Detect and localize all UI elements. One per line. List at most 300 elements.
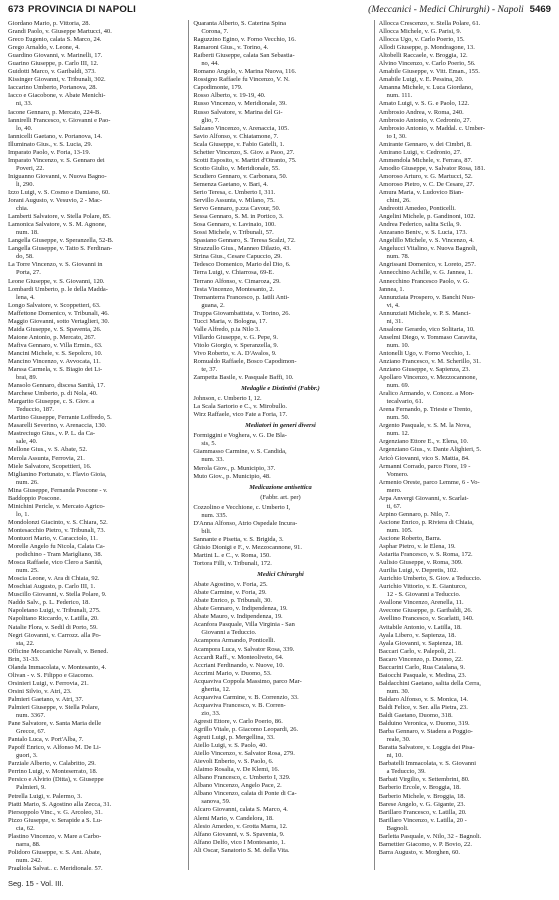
directory-entry-line: Ali Oscar, Sanatorio S. M. della Vita. <box>193 846 290 854</box>
directory-entry-line: gherita, 12. <box>201 685 231 693</box>
directory-entry-line: Agruti Luigi, p. Mergellina, 33. <box>193 734 275 742</box>
directory-entry-line: Ambrosio Antonio, v. Cedronio, 27. <box>378 116 472 124</box>
directory-entry-line: Napolitano Riccardo, v. Latilla, 20. <box>8 615 99 623</box>
directory-entry-line: Tedesco Domenico, Mario del Dio, 6. <box>193 261 291 269</box>
directory-entry-line: Apollaro Vincenzo, v. Mezzocannone, <box>378 374 478 382</box>
directory-entry-line: Avellino Francesco, v. Scarlatti, 140. <box>378 615 474 623</box>
directory-entry-line: Vitolo Giorgio, v. Speranzella, 9. <box>193 341 279 349</box>
directory-entry-line: guana, 2. <box>201 301 225 309</box>
directory-entry-line: Amoroso Pietro, v. C. De Cesare, 27. <box>378 180 475 188</box>
directory-entry-line: Terra Luigi, v. Chiarrosa, 69-E. <box>193 269 274 277</box>
directory-entry-line: num. 242. <box>16 856 42 864</box>
directory-entry-line: Aurichio Umberto, S. Giov. a Teduccio. <box>378 575 482 583</box>
directory-entry-line: Accriani Ferdinando, v. Nuove, 10. <box>193 661 285 669</box>
directory-entry-line: num. 105. <box>386 526 413 534</box>
directory-entry-line: Greco Eugenio, calata S. Marco, 24. <box>8 36 102 44</box>
directory-entry-line: Mansolo Gennaro, discesa Sanità, 17. <box>8 382 106 390</box>
section-heading: Medaglie e Distintivi (Fabbr.) <box>241 385 320 393</box>
directory-entry-line: Martino Giuseppe, Ferrante Loffredo, 5. <box>8 414 112 422</box>
directory-entry-line: ti, 67. <box>386 502 402 510</box>
directory-entry-line: Mancino Vincenzo, v. Avvocata, 11. <box>8 357 101 365</box>
directory-entry-line: Amato Luigi, v. S. G. e Paolo, 122. <box>378 100 470 108</box>
directory-entry-line: Acquaviva Carmine, v. B. Correnzio, 33. <box>193 693 299 701</box>
directory-entry-line: Maggio Giovanni, sotto Vertaglieri, 30. <box>8 317 110 325</box>
directory-entry-line: Alfano Delfo, vico I Montesanto, 1. <box>193 838 286 846</box>
directory-entry-line: Schetter Vincenzo, S. Giov. a Paoo, 27. <box>193 148 295 156</box>
directory-entry-line: Piersoppolo Vinc., v. G. Arcoleo, 31. <box>8 808 103 816</box>
directory-entry-line: Barbati Virgilio, v. Settembrini, 80. <box>378 776 470 784</box>
directory-entry-line: Anselmi Diego, v. Tommaso Caravita, <box>378 333 478 341</box>
directory-entry-line: Avallone Vincenzo, Arenella, 11. <box>378 599 464 607</box>
directory-entry-line: Amura Maria, v. Ludovico Bian- <box>378 188 464 196</box>
directory-entry-line: Naddo Salv., p. L. Federico, 18. <box>8 599 91 607</box>
directory-entry-line: Accrimi Mario, v. Duomo, 53. <box>193 669 272 677</box>
directory-entry-line: Amirante Gennaro, v. dei Cimbri, 8. <box>378 140 472 148</box>
directory-entry-line: Montuori Mario, v. Caracciolo, 11. <box>8 535 98 542</box>
directory-entry-line: Truppa Giovambattista, v. Torino, 26. <box>193 309 291 317</box>
directory-entry-line: Tucci Maria, v. Bologna, 17. <box>193 317 268 325</box>
directory-entry-line: glio, 7. <box>201 116 220 124</box>
directory-entry-line: Bagnoli. <box>386 824 409 832</box>
directory-entry-line: Acampora Luca, v. Salvator Rosa, 339. <box>193 645 295 653</box>
directory-entry-line: Russo Salvatore, v. Marina del Gi- <box>193 108 283 116</box>
directory-entry-line: Mosca Raffaele, vico Clero a Sanità, <box>8 559 103 567</box>
directory-entry-line: Allocca Crescenzo, v. Stella Polare, 61. <box>378 20 481 27</box>
page-title: PROVINCIA DI NAPOLI <box>28 4 136 15</box>
directory-entry-line: Sannante e Pisetta, v. S. Brigida, 3. <box>193 535 284 543</box>
directory-entry-line: a Teduccio, 39. <box>386 768 426 776</box>
directory-entry-line: Sosa Gennaro, v. Lavinaio, 100. <box>193 221 276 229</box>
directory-entry-line: Baldacchini Gaetano, salita della Cerra, <box>378 679 481 687</box>
directory-entry-line: Rosso Alberto, v. 19-19, 40. <box>193 92 266 100</box>
directory-entry-line: Balduino Veronica, v. Duomo, 319. <box>378 720 470 728</box>
directory-entry-line: Acquaviva Francesco, v. B. Corren- <box>193 701 286 709</box>
directory-entry-line: Alvino Vincenzo, v. Carlo Poerio, 56. <box>378 60 476 68</box>
directory-entry-line: Olivan - v. S. Filippo e Giacomo. <box>8 671 94 679</box>
directory-entry-line: Strazzullo Gius., Manneo Dilazio, 43. <box>193 245 291 253</box>
directory-entry-line: num. 10. <box>386 341 410 349</box>
directory-entry-line: Perrino Luigi, v. Monteserrato, 18. <box>8 768 98 776</box>
directory-entry-line: Ramaroni Gius., v. Torino, 4. <box>193 44 269 52</box>
directory-entry-line: Natalie Flora, v. Sedil di Porto, 59. <box>8 623 98 631</box>
directory-entry-line: D'Anna Alfonso, Atrio Ospedale Incura- <box>193 519 298 527</box>
directory-entry-line: Muscillo Giovanni, v. Stella Polare, 9. <box>8 591 107 599</box>
directory-entry-line: num. 335. <box>201 511 228 519</box>
directory-entry-line: Mastreciugo Gius., v. P. L. da Ca- <box>8 430 96 438</box>
directory-entry-line: Merola Giov., p. Municipio, 37. <box>193 464 276 472</box>
directory-entry-line: Moschiai Augusto, p. Carlo III, 1. <box>8 583 96 591</box>
directory-entry-line: Maida Giuseppe, v. S. Spaventa, 26. <box>8 325 102 333</box>
directory-entry-line: Formiggini e Voghera, v. G. De Bla- <box>193 432 287 440</box>
directory-entry-line: Jannea, 1. <box>378 285 405 293</box>
directory-entry-line: Barberio Michele, v. Broggia, 18. <box>378 792 466 800</box>
directory-entry-line: Alcaro Giovanni, calata S. Marco, 4. <box>193 806 288 814</box>
directory-entry-line: Mellone Gius., v. S. Abate, 52. <box>8 446 88 454</box>
directory-entry-line: Accardi Raff., v. Monteoliveto, 64. <box>193 653 284 661</box>
directory-entry-line: to I, 30. <box>386 132 407 140</box>
directory-entry-line: Amodio Giuseppe, v. Salvator Rosa, 181. <box>378 164 486 172</box>
directory-entry-line: Alaimo Rosalia, v. De Klemi, 16. <box>193 766 280 774</box>
directory-entry-line: Barillaro Vincenzo, v. Latilla, 20 - <box>378 816 467 824</box>
directory-entry-line: Rossigno Raffaele fu Vincenzo, V. N. <box>193 76 290 84</box>
directory-entry-line: Izzo Luigi, v. S. Cosmo e Damiano, 60. <box>8 188 110 196</box>
directory-entry-line: Abate Mauro, v. Indipendenza, 19. <box>193 613 283 621</box>
directory-entry-line: Guardino Giovanni, v. Marinelli, 17. <box>8 52 103 60</box>
directory-entry-line: Servillo Assunta, v. Milano, 75. <box>193 197 275 205</box>
directory-entry-line: num. 3367. <box>16 712 46 720</box>
section-subheading: (Fabbr. art. per) <box>260 493 301 501</box>
directory-entry-line: Imparato Vincenzo, v. S. Gennaro dei <box>8 156 105 164</box>
directory-entry-line: sale, 40. <box>16 438 38 446</box>
directory-entry-line: guori, 3. <box>16 752 38 760</box>
directory-entry-line: Angelillo Michele, v. S. Vincenzo, 4. <box>378 237 474 245</box>
directory-entry-line: Aricò Giovanni, vico S. Mattia, 84. <box>378 454 470 462</box>
directory-entry-line: Pane Salvatore, v. Santa Maria delle <box>8 720 102 728</box>
section-heading: Mediatori in generi diversi <box>245 422 316 430</box>
directory-entry-line: Baccari Carlo, v. Palepoli, 21. <box>378 647 456 655</box>
directory-entry-line: Baldi Felice, v. Ser. alla Pietra, 23. <box>378 703 468 711</box>
directory-entry-line: Albano Vincenzo, calata di Ponte di Ca- <box>193 790 297 798</box>
directory-entry-line: Pizzo Giuseppe, v. Serapide a S. Lu- <box>8 816 103 824</box>
directory-entry-line: Mafiva Gennaro, v. Villa Ermin., 63. <box>8 341 103 349</box>
directory-entry-line: Martini L. e C., v. Roma, 150. <box>193 552 271 559</box>
directory-entry-line: no, 44. <box>201 60 220 68</box>
directory-entry-line: do, 58. <box>16 253 34 261</box>
directory-entry-line: ni, 31. <box>386 317 403 325</box>
directory-entry-line: Vomero. <box>386 470 409 478</box>
directory-entry-line: num. 12. <box>386 430 410 438</box>
directory-entry-line: Scala Giuseppe, v. Fabio Gatelli, 1. <box>193 140 285 148</box>
directory-entry-line: Scudiero Gennaro, v. Carbonara, 50. <box>193 172 288 180</box>
directory-entry-line: Armanni Corrado, parco Fiore, 19 - <box>378 462 471 470</box>
directory-entry-line: Mina Giuseppe, Fernanda Poscone - v. <box>8 486 108 494</box>
directory-entry-line: Romano Angelo, v. Marina Nuova, 116. <box>193 68 297 76</box>
directory-entry-line: Giovanni a Teduccio. <box>201 629 257 637</box>
directory-entry-line: Aurilia Luigi, v. Depretis, 102. <box>378 567 458 575</box>
directory-entry-line: Morelle Angelo fu Nicola, Calata Ca- <box>8 543 105 551</box>
directory-entry-line: Annecchino Achille, v. G. Jannea, 1. <box>378 269 473 277</box>
directory-entry-line: Amabile Giuseppe, v. Vitt. Eman., 155. <box>378 68 480 76</box>
directory-entry-line: Moscia Leone, v. Ara di Chiaia, 92. <box>8 575 100 583</box>
directory-entry-line: Amirano Luigi, v. Cedronio, 27. <box>378 148 462 156</box>
directory-entry-line: Orsinieri Luigi, v. Ferrovia, 21. <box>8 679 89 687</box>
directory-entry-line: Iniguanno Giovanni, v. Nuova Bagno- <box>8 172 107 180</box>
directory-entry-line: sta, 22. <box>16 639 35 647</box>
directory-entry-line: bili. <box>201 527 212 535</box>
directory-entry-line: Semenza Gaetano, v. Bari, 4. <box>193 180 268 188</box>
directory-entry-line: Abate Agostino, v. Foria, 25. <box>193 581 268 589</box>
directory-entry-line: Muto Giov., p. Municipio, 48. <box>193 472 271 480</box>
directory-entry-line: Ascione Roberto, Barra. <box>378 535 442 542</box>
directory-entry-line: Arpa Anvergi Giovanni, v. Scarlat- <box>378 494 469 502</box>
directory-entry-line: Iannicelli Gaetano, v. Portanova, 14. <box>8 132 102 140</box>
directory-entry-line: Lamonica Salvatore, v. S. M. Agnone, <box>8 221 107 229</box>
directory-entry-line: Baccarini Carlo, Rua Catalana, 9. <box>378 663 465 671</box>
directory-entry-line: sanova, 59. <box>201 798 231 806</box>
directory-entry-line: Illuminato Gius., v. S. Lucia, 29. <box>8 140 93 148</box>
directory-entry-line: Ayala Giovanni, v. Sapienza, 18. <box>378 639 463 647</box>
directory-entry-line: Albano Francesco, c. Umberto I, 329. <box>193 774 291 782</box>
directory-entry-line: Iacco e Giacobone, v. Abate Menichi- <box>8 92 106 100</box>
directory-entry-line: num. 25. <box>16 567 39 575</box>
directory-entry-line: brai, 89. <box>16 374 38 382</box>
directory-entry-line: Marssa Carmela, v. S. Biagio dei Li- <box>8 366 103 374</box>
directory-entry-line: Lombardi Umberto, p. le della Madda- <box>8 285 108 293</box>
directory-entry-line: Allodi Giuseppe, p. Mondragone, 13. <box>378 44 475 52</box>
directory-entry-line: Grecce, 67. <box>16 728 46 736</box>
directory-entry-line: Amoroso Arturo, v. G. Martucci, 52. <box>378 172 473 180</box>
directory-entry-line: Argenziano Gius., v. Dante Alighieri, 5. <box>378 446 482 454</box>
directory-entry-line: Baratta Salvatore, v. Loggia dei Pisa- <box>378 744 475 752</box>
directory-entry-line: Palmieri, 9. <box>16 784 46 792</box>
directory-entry-line: Giammasso Carmine, v. S. Candida, <box>193 448 287 456</box>
directory-entry-line: Vivo Roberto, v. A. D'Avalos, 9. <box>193 349 277 357</box>
directory-entry-line: Giordano Mario, p. Vittoria, 28. <box>8 20 91 27</box>
directory-entry-line: ni, 10. <box>386 752 403 760</box>
directory-entry-line: Mancini Michele, v. S. Sepolcro, 10. <box>8 349 103 357</box>
directory-entry-line: Aievoli Enberto, v. S. Paolo, 6. <box>193 758 274 766</box>
page-number: 673 <box>8 4 25 15</box>
directory-entry-line: Iannirelli Francesco, v. Giovanni e Pao- <box>8 116 111 124</box>
directory-entry-line: Aulisio Giuseppe, v. Roma, 309. <box>378 559 463 567</box>
directory-entry-line: num. 18. <box>16 229 39 237</box>
directory-entry-line: Raguzzino Egino, v. Forno Vecchio, 16. <box>193 36 296 44</box>
directory-entry-line: num. 111. <box>386 92 413 100</box>
directory-entry-line: Ayala Libero, v. Sapienza, 18. <box>378 631 456 639</box>
directory-entry-line: Montesacchio Pietro, v. Tribunali, 73. <box>8 526 106 534</box>
directory-entry-line: Albano Vincenzo, Angelo Pace, 2. <box>193 782 282 790</box>
directory-entry-line: Serio Teresa, c. Umberto I, 311. <box>193 188 276 196</box>
directory-entry-line: 12 - S. Giovanni a Teduccio. <box>386 591 461 599</box>
directory-entry-line: te, 37. <box>201 366 218 374</box>
directory-entry-line: Orsini Silvio, v. Atri, 23. <box>8 687 72 695</box>
directory-entry-line: Raiberti Giuseppe, calata San Sebastia- <box>193 52 295 60</box>
directory-entry-line: Argento Pasquale, v. S. M. la Nova, <box>378 422 471 430</box>
directory-entry-line: Avitabile Antonio, v. Latilla, 18. <box>378 623 462 631</box>
directory-entry-line: Argenziano Ettore E., v. Elena, 10. <box>378 438 469 446</box>
directory-entry-line: Miele Salvatore, Scopettieri, 16. <box>8 462 92 470</box>
directory-entry-line: Margarito Giuseppe, c. S. Giov. a <box>8 398 95 406</box>
section-heading: Medici Chirurghi <box>257 571 304 579</box>
directory-entry-line: Arpino Gennaro, p. Nilo, 7. <box>378 510 450 518</box>
directory-entry-line: Iacone Gennaro, p. Mercato, 224-B. <box>8 108 101 116</box>
directory-entry-line: La Torre Vincenzo, v. S. Giovanni in <box>8 261 103 269</box>
directory-entry-line: Scotto Giulio, v. Meridionale, 55. <box>193 164 280 172</box>
directory-entry-line: La Scala Sartorio e C., v. Mirobullo. <box>193 403 287 411</box>
directory-entry-line: cia, 62. <box>16 824 35 832</box>
directory-entry-line: Amanna Michele, v. Luca Giordano, <box>378 84 473 92</box>
directory-entry-line: Barese Angelo, v. G. Gigante, 23. <box>378 800 466 808</box>
directory-entry-line: Poveri, 22. <box>16 164 45 172</box>
directory-entry-line: Andreotti Amedeo, Ponticelli. <box>378 205 456 213</box>
directory-entry-line: Parziale Alberto, v. Calabritto, 29. <box>8 760 96 768</box>
directory-entry-line: Barbatelli Immacolata, v. S. Giovanni <box>378 760 477 768</box>
directory-entry-line: Astarita Francesco, v. S. Roma, 172. <box>378 551 473 559</box>
directory-entry-line: Guarino Giuseppe, p. Carlo III, 12. <box>8 60 99 68</box>
directory-entry-line: Baiocchi Pasquale, v. Medina, 23. <box>378 671 467 679</box>
directory-entry-line: Baldi Gaetano, Duomo, 318. <box>378 712 453 720</box>
directory-entry-line: Grego Arnaldo, v. Leone, 4. <box>8 44 80 52</box>
directory-entry-line: Brin, 31-33. <box>8 655 40 663</box>
directory-entry-line: Cozzolino e Vecchione, c. Umberto I, <box>193 503 291 511</box>
directory-entry-line: Annecchino Francesco Paolo, v. G. <box>378 277 470 285</box>
directory-entry-line: Iaccarino Umberto, Portanova, 28. <box>8 84 98 92</box>
directory-entry-line: Corona, 7. <box>201 28 229 36</box>
directory-entry-line: Sossi Michele, v. Tribunali, 57. <box>193 229 274 237</box>
directory-entry-line: Wirz Raffaele, vico Fate a Foria, 17. <box>193 411 288 419</box>
directory-entry-line: mero. <box>386 486 402 494</box>
directory-entry-line: Masarelli Severino, v. Arenaccia, 130. <box>8 422 107 430</box>
directory-entry-line: Grandi Paolo, v. Giuseppe Martucci, 40. <box>8 28 112 36</box>
directory-entry-line: num. 50. <box>386 414 410 422</box>
directory-entry-line: Ammendola Michele, v. Ferrara, 87. <box>378 156 473 164</box>
directory-entry-line: Terrano Alfonso, v. Cimaroza, 29. <box>193 277 281 285</box>
directory-entry-line: Abate Gennaro, v. Indipendenza, 19. <box>193 605 288 613</box>
directory-entry-line: Allocca Michele, v. G. Parisi, 9. <box>378 28 462 36</box>
directory-entry-line: Sessa Gennaro, S. M. in Portico, 3. <box>193 213 284 221</box>
directory-entry-line: Officine Meccaniche Navali, v. Bened. <box>8 647 109 655</box>
directory-entry-line: num. 78. <box>386 253 410 261</box>
directory-entry-line: Minichini Pericle, v. Mercato Agrico- <box>8 502 105 510</box>
directory-entry-line: Altobelli Raccaele, v. Broggia, 12. <box>378 52 468 60</box>
directory-entry-line: Romualdo Raffaele, Bosco Capodimon- <box>193 357 297 365</box>
directory-entry-line: Ghisio Dionigi e F., v. Mezzocannone, 91. <box>193 543 302 551</box>
directory-entry-line: Aiello Vincenzo, v. Salvator Rosa, 279. <box>193 750 295 758</box>
directory-entry-line: Agrillo Vitale, p. Giacomo Leopardi, 26. <box>193 725 299 733</box>
directory-entry-line: Teduccio, 187. <box>16 406 54 414</box>
directory-entry-line: Barillaro Francesco, v. Latilla, 20. <box>378 808 467 816</box>
directory-entry-line: Ansalone Gerardo, vico Solitaria, 10. <box>378 325 475 333</box>
directory-entry-line: Barnettier Giacomo, v. P. Bovio, 22. <box>378 840 472 848</box>
directory-entry-line: Scotti Esposito, v. Martiri d'Otranto, 75. <box>193 156 297 164</box>
directory-entry-line: Villardo Giuseppe, v. G. Pepe, 9. <box>193 333 278 341</box>
directory-entry-line: zio, 33. <box>201 709 221 717</box>
directory-entry-line: Angrissani Domenico, v. Loreto, 257. <box>378 261 476 269</box>
directory-entry-line: Salzano Vincenzo, v. Arenaccia, 105. <box>193 124 289 132</box>
directory-entry-line: Alfano Giovanni, v. S. Spaventa, 9. <box>193 830 285 838</box>
directory-entry-line: Andrea Federico, salita Scila, 9. <box>378 221 462 229</box>
directory-entry-line: Pantalo Luca, v. Port'Alba, 7. <box>8 736 84 744</box>
directory-entry-line: Merola Assunta, Ferrovia, 21. <box>8 454 85 462</box>
directory-entry-line: reale, 30. <box>386 736 411 744</box>
directory-entry-line: Johnson, c. Umberto I, 12. <box>193 395 262 403</box>
directory-entry-line: Palmieri Giuseppe, v. Stella Polare, <box>8 703 100 711</box>
directory-entry-line: Baddoppio Poscone. <box>8 494 61 502</box>
directory-entry-line: Agresti Ettore, v. Carlo Poerio, 86. <box>193 717 283 725</box>
page-subtitle: (Meccanici - Medici Chirurghi) - Napoli <box>368 4 524 15</box>
directory-entry-line: num. 33. <box>201 456 225 464</box>
directory-entry-line: Aurichio Vittorio, v. E. Gianturco, <box>378 583 467 591</box>
directory-columns <box>8 20 553 870</box>
page-footer: Seg. 15 - Vol. III. <box>8 879 64 888</box>
directory-entry-line: Marchese Umberto, p. di Nola, 40. <box>8 390 98 398</box>
directory-entry-line: Palmieri Gaetano, v. Atri, 37. <box>8 695 84 703</box>
directory-entry-line: Persico e Alvirio (Ditta), v. Giuseppe <box>8 776 104 784</box>
directory-entry-line: Ascione Enrico, p. Riviera di Chiaia, <box>378 518 474 526</box>
directory-entry-line: Aralico Armando, v. Concez. a Mon- <box>378 390 475 398</box>
directory-entry-line: Zampetta Basile, v. Pasquale Baffi, 10. <box>193 374 294 382</box>
directory-entry-line: Langella Giuseppe, v. Tatto S. Ferdinan- <box>8 245 113 253</box>
directory-code: 5469 <box>529 4 551 15</box>
directory-entry-line: num. 69. <box>386 382 410 390</box>
directory-entry-line: Antonelli Ugo, v. Forno Vecchio, 1. <box>378 349 471 357</box>
directory-column-1 <box>8 20 182 870</box>
directory-entry-line: li, 290. <box>16 180 35 188</box>
directory-entry-line: chini, 26. <box>386 197 411 205</box>
directory-entry-line: Abate Carmine, v. Foria, 29. <box>193 589 267 597</box>
directory-entry-line: Maione Antonio, p. Mercato, 267. <box>8 333 96 341</box>
directory-entry-line: Anziano Giuseppe, v. Sapienza, 23. <box>378 366 471 374</box>
directory-entry-line: Valle Alfredo, p.ta Nilo 3. <box>193 325 261 333</box>
directory-entry-line: Alesio Amedeo, v. Grotta Marra, 12. <box>193 822 288 830</box>
directory-entry-line: Jorani Augusto, v. Vesuvio, 2 - Mac- <box>8 197 103 205</box>
directory-entry-line: tecalvario, 61. <box>386 398 424 406</box>
directory-entry-line: Capodimonte, 179. <box>193 84 243 92</box>
directory-entry-line: Alemi Mario, v. Candelora, 18. <box>193 814 274 822</box>
directory-entry-line: Strina Gius., Cesare Capuccio, 29. <box>193 253 283 261</box>
directory-entry-line: Asphar Pietro, v. le Elena, 19. <box>378 543 456 551</box>
directory-entry-line: Leone Giuseppe, v. S. Giovanni, 120. <box>8 277 105 285</box>
section-heading: Medicazione antisettica <box>249 483 312 491</box>
directory-entry-line: Armenio Oreste, parco Lemme, 6 - Vo- <box>378 478 480 486</box>
directory-entry-line: Anzarano Beniv., v. S. Lucia, 173. <box>378 229 468 237</box>
directory-entry-line: Longo Salvatore, v. Scoppetteri, 63. <box>8 301 101 309</box>
directory-entry-line: Barberio Ercole, v. Broggia, 18. <box>378 784 461 792</box>
directory-entry-line: Annunziata Prospero, v. Banchi Nuo- <box>378 293 476 301</box>
directory-entry-line: Aiello Luigi, v. S. Paolo, 40. <box>193 742 267 750</box>
directory-entry-line: Avecone Giuseppe, p. Garibaldi, 26. <box>378 607 473 615</box>
directory-entry-line: lo, 1. <box>16 510 30 518</box>
directory-entry-line: Maffettone Domenico, v. Tribunali, 46. <box>8 309 110 317</box>
directory-entry-line: Tortora Filli, v. Tribunali, 172. <box>193 560 272 568</box>
directory-entry-line: Plastino Vincenzo, v. Mare a Carbo- <box>8 832 102 840</box>
directory-entry-line: Angelucci Vitalino, v. Nuova Bagnoli, <box>378 245 478 253</box>
directory-entry-line: ni, 33. <box>16 100 33 108</box>
directory-entry-line: Piatti Mario, S. Agostino alla Zecca, 31. <box>8 800 112 808</box>
directory-entry-line: Kissinger Giovanni, v. Tribunali, 302. <box>8 76 106 84</box>
directory-entry-line: Bacaro Vincenzo, p. Duomo, 22. <box>378 655 463 663</box>
directory-entry-line: Angelini Michele, p. Gandinoni, 102. <box>378 213 476 221</box>
directory-entry-line: Imparato Paolo, v. Foria, 13-19. <box>8 148 91 156</box>
directory-entry-line: Porta, 27. <box>16 269 41 277</box>
directory-entry-line: Barra Augusto, v. Morghen, 60. <box>378 848 461 856</box>
directory-entry-line: Baldaro Alfonso, v. S. Monica, 14. <box>378 695 468 703</box>
directory-entry-line: Ambrosio Andrea, v. Roma, 240. <box>378 108 464 116</box>
directory-entry-line: Negri Giovanni, v. Carrozz. alla Po- <box>8 631 101 639</box>
directory-entry-line: Abate Enrico, p. Tribunali, 30. <box>193 597 273 605</box>
directory-entry-line: Tremanterra Francesco, p. Iatili Anti- <box>193 293 290 301</box>
directory-entry-line: Quaranta Alberto, S. Caterina Spina <box>193 20 286 27</box>
directory-entry-line: sis, 5. <box>201 440 217 448</box>
directory-entry-line: Annunziati Michele, v. P. S. Manci- <box>378 309 471 317</box>
directory-entry-line: lo, 40. <box>16 124 33 132</box>
directory-entry-line: Barletta Pasquale, v. Nilo, 32 - Bagnoli. <box>378 832 482 840</box>
directory-entry-line: Mondolonzi Giacinto, v. S. Chiara, 52. <box>8 518 108 526</box>
directory-entry-line: Spasiano Gennaro, S. Teresa Scalzi, 72. <box>193 237 296 245</box>
directory-entry-line: Allocca Ugo, v. Carlo Poerio, 15. <box>378 36 465 44</box>
directory-entry-line: podichino - Tram Marigliano, 38. <box>16 551 103 559</box>
directory-entry-line: Acampora Armando, Ponticelli. <box>193 637 276 645</box>
page-header <box>8 4 551 18</box>
directory-entry-line: Polidoro Giuseppe, v. S. Ant. Abate, <box>8 848 102 856</box>
directory-entry-line: lena, 4. <box>16 293 35 301</box>
directory-entry-line: Savio Alfonso, v. Chiatamone, 7. <box>193 132 279 140</box>
directory-column-2 <box>188 20 367 870</box>
directory-entry-line: Barba Gennaro, v. Stadera a Poggio- <box>378 728 473 736</box>
directory-entry-line: Napoletano Luigi, v. Tribunali, 275. <box>8 607 101 615</box>
directory-entry-line: Russo Vincenzo, v. Meridionale, 39. <box>193 100 287 108</box>
directory-entry-line: Papoff Enrico, v. Alfonso M. De Li- <box>8 744 101 752</box>
